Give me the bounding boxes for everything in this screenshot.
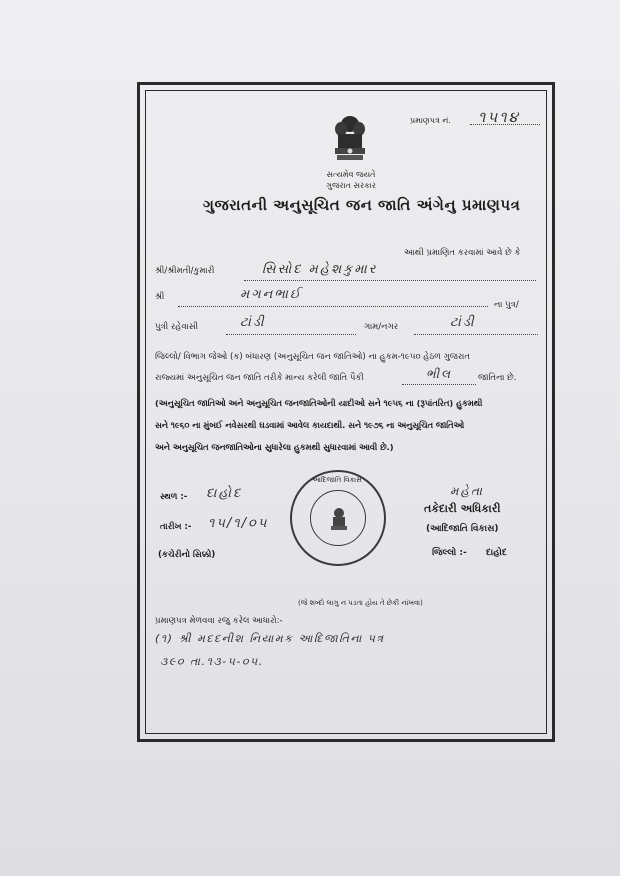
father-line: [178, 306, 488, 307]
date-value: ૧૫/૧/૦૫: [208, 516, 269, 531]
officer-signature: મહેતા: [450, 484, 484, 498]
office-seal-note: (કચેરીનો સિક્કો): [158, 550, 216, 560]
certificate-number-label: પ્રમાણપત્ર નં.: [410, 116, 451, 125]
village-line: [226, 334, 356, 335]
stamp-text: આદિજાતિ વિકાસ: [312, 476, 362, 484]
emblem-motto: સત્યમેવ જયતે: [326, 170, 376, 179]
officer-department: (આદિજાતિ વિકાસ): [426, 524, 499, 534]
name-line: [244, 280, 536, 281]
village-value: ટાંડી: [240, 315, 266, 330]
place-label: સ્થળ :-: [160, 492, 188, 502]
paragraph2-line3: અને અનુસૂચિત જનજાતિઓના સુધારેલા હુકમથી સુધારવામાં આવી છે.): [155, 442, 394, 452]
officer-title: તકેદારી અધિકારી: [424, 502, 501, 515]
district-label: જિલ્લો :-: [432, 548, 467, 558]
town-line: [414, 334, 538, 335]
footnote: (જે શબ્દો લાગુ ન પડતા હોય તે છેકી નાંખવા): [298, 599, 423, 607]
stamp-emblem-icon: [328, 506, 350, 536]
resident-label: પુત્રી રહેવાસી: [155, 322, 199, 332]
basis-line2: ૩૯૦ તા.૧૩-૫-૦૫.: [160, 655, 264, 668]
date-label: તારીખ :-: [160, 522, 192, 532]
certificate-number-value: ૧૫૧૪: [478, 108, 520, 126]
paragraph1-line2: રાજ્યમાં અનુસૂચિત જન જાતિ તરીકે માન્ય કરેલી જાતિ પૈકી: [155, 373, 364, 383]
father-prefix: શ્રી: [155, 292, 165, 302]
official-stamp: [290, 470, 386, 566]
certificate-number-line: [470, 124, 540, 125]
tribe-value: ભીલ: [426, 367, 453, 381]
basis-line1: (૧) શ્રી મદદનીશ નિયામક આદિજાતિના પત્ર: [155, 632, 385, 645]
name-prefix: શ્રી/શ્રીમતી/કુમારી: [155, 266, 215, 276]
government-name: ગુજરાત સરકાર: [326, 181, 376, 190]
father-value: મગનભાઈ: [240, 287, 302, 302]
certificate-title: ગુજરાતની અનુસૂચિત જન જાતિ અંગેનુ પ્રમાણપત્ર: [203, 196, 521, 214]
paragraph2-line1: (અનુસૂચિત જાતિઓ અને અનુસૂચિત જનજાતિઓની યાદીઓ સને ૧૯૫૬ ના (રૂપાંતરિત) હુકમથી: [155, 398, 483, 408]
district-value: દાહોદ: [486, 548, 507, 558]
place-value: દાહોદ: [206, 486, 243, 501]
paragraph1-line2-end: જાતિના છે.: [478, 373, 517, 383]
town-value: ટાંડી: [450, 315, 476, 330]
certify-line: આથી પ્રમાણિત કરવામાં આવે છે કે: [404, 248, 521, 258]
tribe-line: [402, 384, 476, 385]
name-value: સિસોદ મહેશકુમાર: [262, 262, 378, 277]
son-label: ના પુત્ર/: [494, 300, 519, 310]
paragraph2-line2: સને ૧૯૬૦ ના મુંબઈ નવેસરથી ઘડવામાં આવેલ કાયદાથી. સને ૧૯૭૬ ના અનુસૂચિત જાતિઓ: [155, 420, 465, 430]
paragraph1-line1: જિલ્લો/ વિભાગ જેઓ (ક) બંધારણ (અનુસૂચિત જન જાતિઓ) ના હુકમ-૧૯૫૦ હેઠળ ગુજરાત: [155, 352, 470, 362]
national-emblem-icon: [330, 112, 370, 168]
village-label: ગામ/નગર: [364, 322, 399, 332]
basis-label: પ્રમાણપત્ર મેળવવા રજુ કરેલ આધારો:-: [155, 616, 283, 626]
